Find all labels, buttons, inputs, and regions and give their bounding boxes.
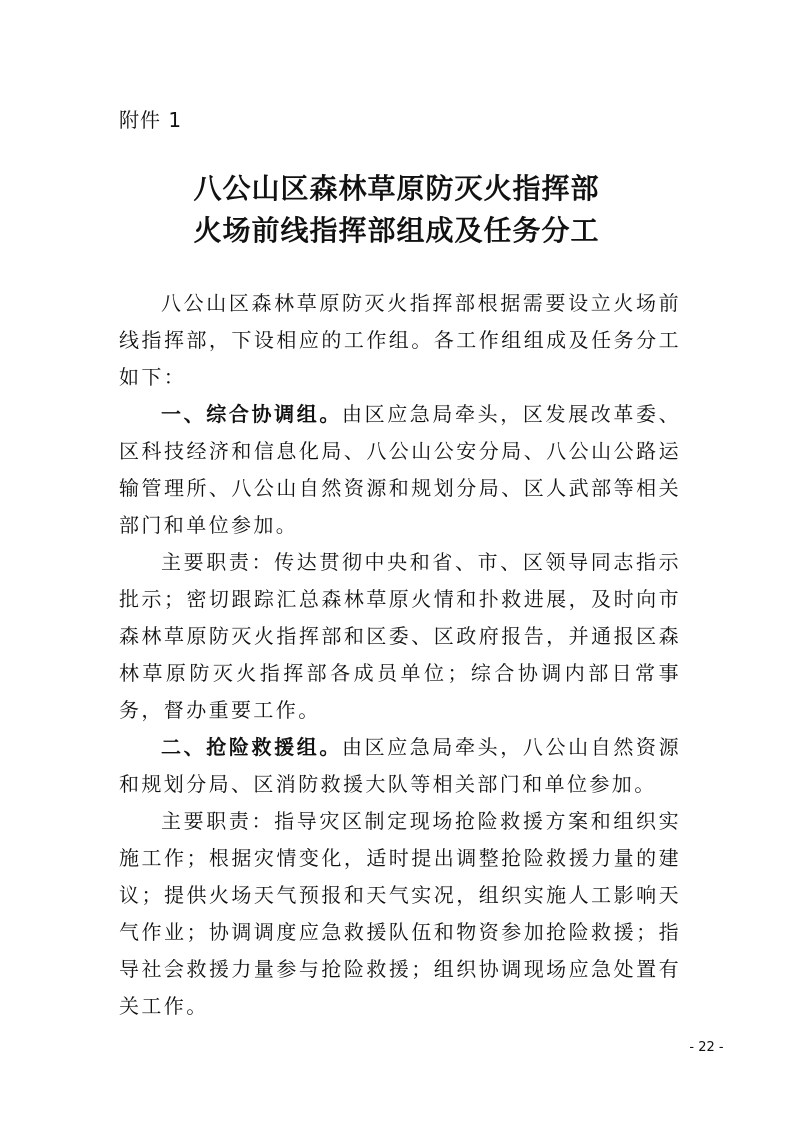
group1-duties-paragraph: 主要职责：传达贯彻中央和省、市、区领导同志指示批示；密切跟踪汇总森林草原火情和扑救进展，及时向市森林草原防灭火指挥部和区委、区政府报告，并通报区森林草原防灭火指挥部各成员单位；综合协调内部日常事务，督办重要工作。 (119, 550, 681, 722)
document-body (119, 285, 681, 1025)
document-title (0, 168, 793, 252)
group2-duties-paragraph: 主要职责：指导灾区制定现场抢险救援方案和组织实施工作；根据灾情变化，适时提出调整抢险救援力量的建议；提供火场天气预报和天气实况，组织实施人工影响天气作业；协调调度应急救援队伍和物资参加抢险救援；指导社会救援力量参与抢险救援；组织协调现场应急处置有关工作。 (119, 809, 681, 1018)
attachment-label: 附件 1 (119, 108, 183, 132)
group2-composition: 由区应急局牵头，八公山自然资源和规划分局、区消防救援大队等相关部门和单位参加。 (119, 735, 682, 796)
intro-paragraph: 八公山区森林草原防灭火指挥部根据需要设立火场前线指挥部，下设相应的工作组。各工作组组成及任务分工如下： (119, 291, 681, 389)
group1-heading: 一、综合协调组。 (161, 402, 342, 426)
page-number: - 22 - (689, 1040, 724, 1055)
group1-composition: 由区应急局牵头，区发展改革委、区科技经济和信息化局、八公山公安分局、八公山公路运输管理所、八公山自然资源和规划分局、区人武部等相关部门和单位参加。 (119, 402, 682, 537)
group2-heading: 二、抢险救援组。 (161, 735, 342, 759)
group2-paragraph (119, 729, 681, 803)
title-line-1: 八公山区森林草原防灭火指挥部 (193, 172, 600, 205)
group1-paragraph (119, 396, 681, 544)
title-line-2: 火场前线指挥部组成及任务分工 (193, 214, 600, 247)
